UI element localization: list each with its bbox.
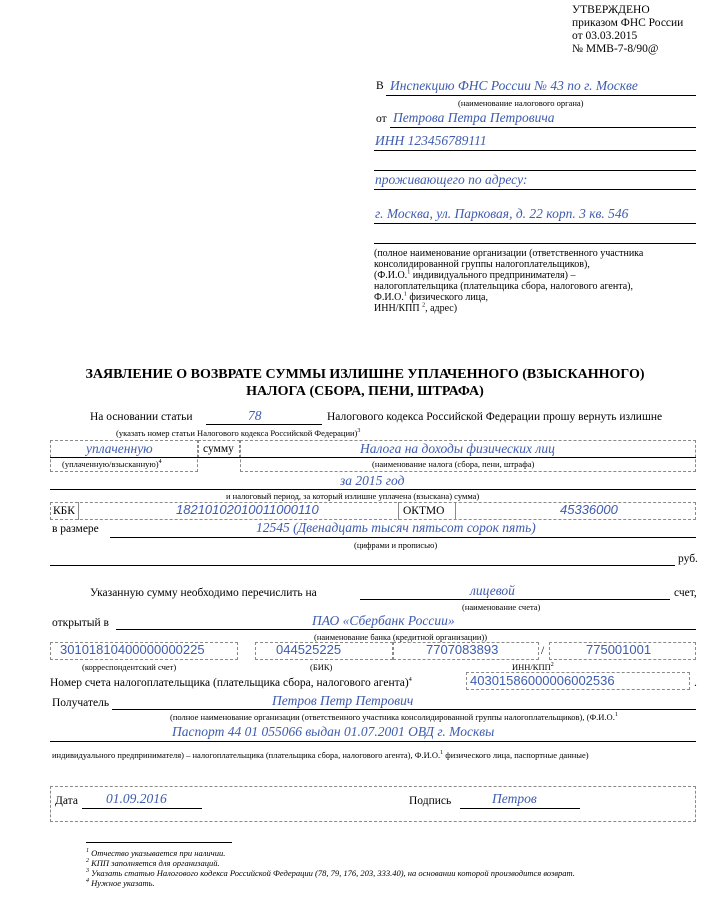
approval-line-1: УТВЕРЖДЕНО <box>572 4 650 16</box>
approval-line-2: приказом ФНС России <box>572 17 684 29</box>
footnote-3: $^3$ Указать статью Налогового кодекса Российской Федерации (78, 79, 176, 203, 333.40), на основании которой производится возврат. <box>86 868 575 878</box>
applicant-caption-1: (полное наименование организации (ответственного участника <box>374 248 644 259</box>
period-line <box>50 489 696 490</box>
basis-text-b: Налогового кодекса Российской Федерации прошу вернуть излишне <box>327 411 663 423</box>
applicant-caption <box>374 248 704 314</box>
bik-value[interactable]: 044525225 <box>276 642 342 657</box>
kbk-label: КБК <box>53 505 75 517</box>
payer-account-end: . <box>694 677 697 689</box>
account-type-line <box>360 599 670 600</box>
tax-caption: (наименование налога (сбора, пени, штрафа) <box>372 459 535 469</box>
account-type-value[interactable]: лицевой <box>470 583 515 598</box>
recipient-value[interactable]: Петров Петр Петрович <box>272 693 414 708</box>
payer-account-value[interactable]: 40301586000006002536 <box>470 673 615 688</box>
applicant-caption-6: ИНН/КПП $^2$, адрес) <box>374 302 458 314</box>
recipient-label: Получатель <box>52 697 110 709</box>
date-line <box>82 808 202 809</box>
footnote-4: $^4$ Нужное указать. <box>86 878 155 888</box>
residence-line <box>374 189 696 190</box>
applicant-caption-2: консолидированной группы налогоплательщиков), <box>374 259 590 270</box>
title-line-2: НАЛОГА (СБОРА, ПЕНИ, ШТРАФА) <box>246 384 484 399</box>
inn-kpp-separator: / <box>541 645 545 657</box>
applicant-caption-4: налогоплательщика (плательщика сбора, налогового агента), <box>374 281 633 292</box>
paid-line <box>50 457 696 458</box>
sign-value[interactable]: Петров <box>492 791 537 806</box>
address-value[interactable]: г. Москва, ул. Парковая, д. 22 корп. 3 кв. 546 <box>375 206 629 221</box>
recipient-caption-1: (полное наименование организации (ответственного участника консолидированной группы налогоплательщиков), (Ф.И.О.$^1$ <box>170 712 618 722</box>
applicant-caption-3: (Ф.И.О.$^1$ индивидуального предпринимателя) – <box>374 269 576 281</box>
transfer-text: Указанную сумму необходимо перечислить на <box>90 587 317 599</box>
bank-kpp-value[interactable]: 775001001 <box>586 642 652 657</box>
amount-caption: (цифрами и прописью) <box>354 540 438 550</box>
recipient-caption-2: индивидуального предпринимателя) – налогоплательщика (плательщика сбора, налогового агента), Ф.И.О.$^1$ физического лица, паспортные данные) <box>52 750 589 760</box>
article-line <box>206 424 322 425</box>
inn-kpp-caption: ИНН/КПП$^2$ <box>512 662 554 672</box>
bank-line <box>116 629 696 630</box>
kbk-divider-c <box>455 502 456 520</box>
account-word: счет, <box>674 587 697 599</box>
account-caption: (наименование счета) <box>462 602 541 612</box>
footnote-separator <box>86 842 232 843</box>
footnotes <box>86 848 575 888</box>
period-value[interactable]: за 2015 год <box>340 473 405 488</box>
inn-line <box>374 150 696 151</box>
from-name-value[interactable]: Петрова Петра Петровича <box>393 110 555 125</box>
approval-line-4: № ММВ-7-8/90@ <box>572 43 659 55</box>
corr-account-value[interactable]: 30101810400000000225 <box>60 642 205 657</box>
tax-value[interactable]: Налога на доходы физических лиц <box>360 441 555 456</box>
to-caption: (наименование налогового органа) <box>458 98 584 108</box>
amount-label: в размере <box>52 523 99 535</box>
opened-label: открытый в <box>52 617 109 629</box>
passport-value[interactable]: Паспорт 44 01 055066 выдан 01.07.2001 ОВД г. Москвы <box>172 724 495 739</box>
passport-line <box>50 741 696 742</box>
applicant-caption-5: Ф.И.О.$^1$ физического лица, <box>374 291 488 303</box>
recipient-line <box>112 709 696 710</box>
amount-line <box>110 537 696 538</box>
footnote-2: $^2$ КПП заполняется для организаций. <box>86 858 220 868</box>
paid-value[interactable]: уплаченную <box>86 441 153 456</box>
from-prefix: от <box>376 113 387 125</box>
from-line <box>390 127 696 128</box>
oktmo-label: ОКТМО <box>403 505 445 517</box>
corr-caption: (корреспондентский счет) <box>82 662 177 672</box>
article-value[interactable]: 78 <box>248 408 262 423</box>
blank-line-1 <box>374 170 696 171</box>
kbk-divider-a <box>78 502 79 520</box>
bik-caption: (БИК) <box>310 662 333 672</box>
to-tax-authority-value[interactable]: Инспекцию ФНС России № 43 по г. Москве <box>390 78 638 93</box>
currency-label: руб. <box>678 553 698 565</box>
sum-label: сумму <box>203 443 234 455</box>
kbk-value[interactable]: 18210102010011000110 <box>176 502 319 517</box>
address-line <box>374 223 696 224</box>
sign-label: Подпись <box>409 795 452 807</box>
footnote-1: $^1$ Отчество указывается при наличии. <box>86 848 226 858</box>
residence-label[interactable]: проживающего по адресу: <box>375 172 528 187</box>
article-caption: (указать номер статьи Налогового кодекса Российской Федерации)$^3$ <box>116 428 361 438</box>
amount-value[interactable]: 12545 (Двенадцать тысяч пятьсот сорок пять) <box>256 520 536 535</box>
bank-inn-value[interactable]: 7707083893 <box>426 642 499 657</box>
period-caption: и налоговый период, за который излишне уплачена (взыскана) сумма) <box>226 491 480 501</box>
page-title <box>20 366 710 400</box>
amount-line-2 <box>50 565 675 566</box>
to-line <box>386 95 696 96</box>
inn-value[interactable]: ИНН 123456789111 <box>375 133 487 148</box>
sign-line <box>460 808 580 809</box>
oktmo-value[interactable]: 45336000 <box>560 502 618 517</box>
approval-block <box>572 4 683 56</box>
bank-caption: (наименование банка (кредитной организации)) <box>314 632 488 642</box>
title-line-1: ЗАЯВЛЕНИЕ О ВОЗВРАТЕ СУММЫ ИЗЛИШНЕ УПЛАЧЕННОГО (ВЗЫСКАННОГО) <box>85 367 645 382</box>
date-value[interactable]: 01.09.2016 <box>106 791 167 806</box>
date-label: Дата <box>55 795 78 807</box>
payer-account-label: Номер счета налогоплательщика (плательщика сбора, налогового агента)$^4$ <box>50 677 412 689</box>
approval-line-3: от 03.03.2015 <box>572 30 638 42</box>
paid-caption: (уплаченную/взысканную)$^4$ <box>62 459 162 469</box>
basis-text-a: На основании статьи <box>90 411 193 423</box>
to-prefix: В <box>376 80 384 92</box>
bank-value[interactable]: ПАО «Сбербанк России» <box>312 613 455 628</box>
kbk-divider-b <box>398 502 399 520</box>
blank-line-2 <box>374 243 696 244</box>
